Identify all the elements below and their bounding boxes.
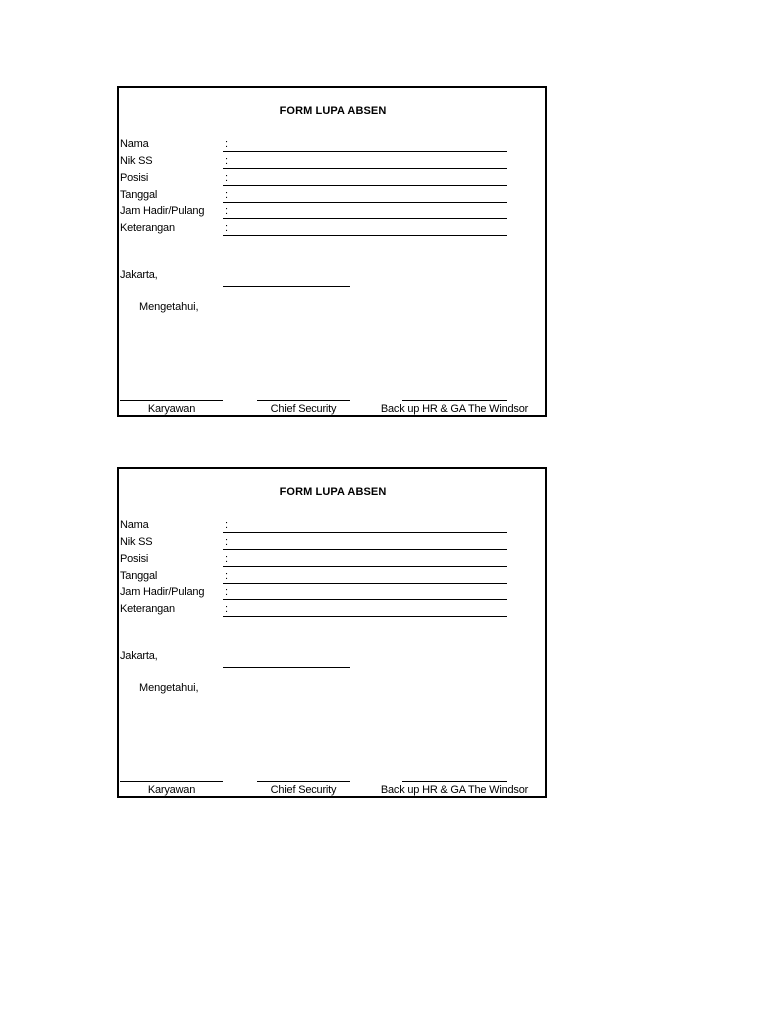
- field-colon: :: [225, 570, 229, 582]
- field-fill-line[interactable]: [223, 235, 507, 236]
- field-tanggal: [119, 569, 547, 586]
- field-label: Nik SS: [120, 536, 153, 548]
- field-label: Tanggal: [120, 570, 158, 582]
- acknowledged-label: Mengetahui,: [139, 301, 199, 313]
- field-fill-line[interactable]: [223, 583, 507, 584]
- field-colon: :: [225, 222, 229, 234]
- signature-line-hr-ga[interactable]: [402, 400, 507, 401]
- signatory-employee: Karyawan: [147, 784, 196, 796]
- field-colon: :: [225, 189, 229, 201]
- field-colon: :: [225, 553, 229, 565]
- field-nik-ss: [119, 535, 547, 552]
- field-colon: :: [225, 536, 229, 548]
- field-label: Keterangan: [120, 222, 175, 234]
- field-label: Nama: [120, 138, 149, 150]
- date-fill-line[interactable]: [223, 667, 350, 668]
- field-label: Jam Hadir/Pulang: [120, 586, 205, 598]
- field-colon: :: [225, 155, 229, 167]
- field-colon: :: [225, 519, 229, 531]
- field-label: Nik SS: [120, 155, 153, 167]
- signatory-hr-ga: Back up HR & GA The Windsor: [380, 403, 529, 415]
- field-fill-line[interactable]: [223, 185, 507, 186]
- field-jam-hadir-pulang: [119, 204, 547, 221]
- field-fill-line[interactable]: [223, 566, 507, 567]
- signatory-hr-ga: Back up HR & GA The Windsor: [380, 784, 529, 796]
- signature-line-chief-security[interactable]: [257, 781, 350, 782]
- signature-line-employee[interactable]: [120, 400, 223, 401]
- field-fill-line[interactable]: [223, 599, 507, 600]
- absence-form-1: [117, 86, 547, 417]
- field-nama: [119, 518, 547, 535]
- field-fill-line[interactable]: [223, 532, 507, 533]
- acknowledged-label: Mengetahui,: [139, 682, 199, 694]
- date-fill-line[interactable]: [223, 286, 350, 287]
- field-label: Nama: [120, 519, 149, 531]
- signature-line-hr-ga[interactable]: [402, 781, 507, 782]
- signature-line-employee[interactable]: [120, 781, 223, 782]
- field-fill-line[interactable]: [223, 218, 507, 219]
- signatory-chief-security: Chief Security: [270, 403, 337, 415]
- field-nama: [119, 137, 547, 154]
- field-nik-ss: [119, 154, 547, 171]
- field-fill-line[interactable]: [223, 549, 507, 550]
- field-colon: :: [225, 205, 229, 217]
- signature-line-chief-security[interactable]: [257, 400, 350, 401]
- field-colon: :: [225, 586, 229, 598]
- field-fill-line[interactable]: [223, 616, 507, 617]
- field-label: Posisi: [120, 553, 149, 565]
- field-fill-line[interactable]: [223, 151, 507, 152]
- place-label: Jakarta,: [120, 269, 158, 281]
- form-title: FORM LUPA ABSEN: [279, 105, 387, 117]
- place-label: Jakarta,: [120, 650, 158, 662]
- field-posisi: [119, 552, 547, 569]
- field-fill-line[interactable]: [223, 202, 507, 203]
- field-colon: :: [225, 172, 229, 184]
- signatory-chief-security: Chief Security: [270, 784, 337, 796]
- form-title: FORM LUPA ABSEN: [279, 486, 387, 498]
- signatory-employee: Karyawan: [147, 403, 196, 415]
- field-fill-line[interactable]: [223, 168, 507, 169]
- field-label: Tanggal: [120, 189, 158, 201]
- field-keterangan: [119, 602, 547, 619]
- field-jam-hadir-pulang: [119, 585, 547, 602]
- field-posisi: [119, 171, 547, 188]
- field-label: Keterangan: [120, 603, 175, 615]
- field-colon: :: [225, 603, 229, 615]
- field-tanggal: [119, 188, 547, 205]
- field-keterangan: [119, 221, 547, 238]
- field-label: Jam Hadir/Pulang: [120, 205, 205, 217]
- field-colon: :: [225, 138, 229, 150]
- field-label: Posisi: [120, 172, 149, 184]
- absence-form-2: [117, 467, 547, 798]
